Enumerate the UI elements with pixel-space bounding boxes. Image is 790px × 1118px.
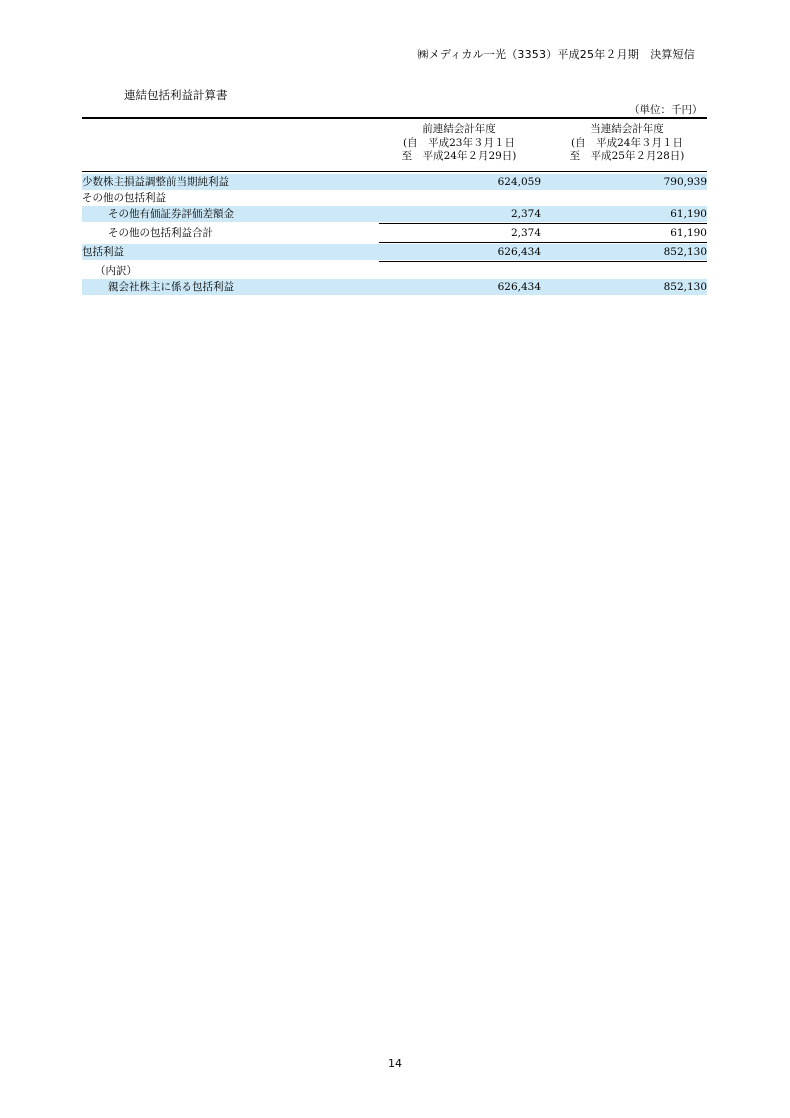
page-header: ㈱メディカル一光（3353）平成25年２月期 決算短信 [417, 48, 695, 61]
current-year-value: 61,190 [670, 208, 707, 220]
unit-label: （単位：千円） [629, 104, 703, 116]
page-number: 14 [388, 1057, 402, 1070]
statement-title: 連結包括利益計算書 [124, 88, 228, 102]
previous-year-value: 2,374 [510, 208, 541, 220]
previous-year-value: 626,434 [497, 281, 541, 293]
table-row [82, 263, 707, 279]
table-row [82, 206, 707, 222]
row-label: その他の包括利益合計 [108, 227, 213, 239]
row-label: その他有価証券評価差額金 [108, 208, 234, 220]
current-year-value: 790,939 [663, 176, 707, 188]
table-row [82, 279, 707, 295]
previous-year-value: 624,059 [497, 176, 541, 188]
breakdown-rule [379, 261, 707, 262]
table-row [82, 190, 707, 206]
current-year-value: 61,190 [670, 227, 707, 239]
current-year-value: 852,130 [663, 246, 707, 258]
row-label: 少数株主損益調整前当期純利益 [82, 176, 229, 188]
row-label: 包括利益 [82, 246, 124, 258]
column-header-previous-year: 前連結会計年度 (自 平成23年３月１日 至 平成24年２月29日) [401, 123, 517, 162]
table-row [82, 174, 707, 190]
row-label: 親会社株主に係る包括利益 [108, 281, 234, 293]
comprehensive-income-table [82, 117, 707, 295]
row-label: （内訳） [95, 265, 137, 277]
subtotal-rule [379, 223, 707, 224]
table-row [82, 244, 707, 260]
previous-year-value: 2,374 [510, 227, 541, 239]
table-body [82, 174, 707, 295]
column-header-current-year: 当連結会計年度 (自 平成24年３月１日 至 平成25年２月28日) [569, 123, 685, 162]
table-header [82, 117, 707, 172]
table-row [82, 225, 707, 241]
current-year-value: 852,130 [663, 281, 707, 293]
row-label: その他の包括利益 [82, 192, 166, 204]
previous-year-value: 626,434 [497, 246, 541, 258]
total-rule [379, 242, 707, 243]
